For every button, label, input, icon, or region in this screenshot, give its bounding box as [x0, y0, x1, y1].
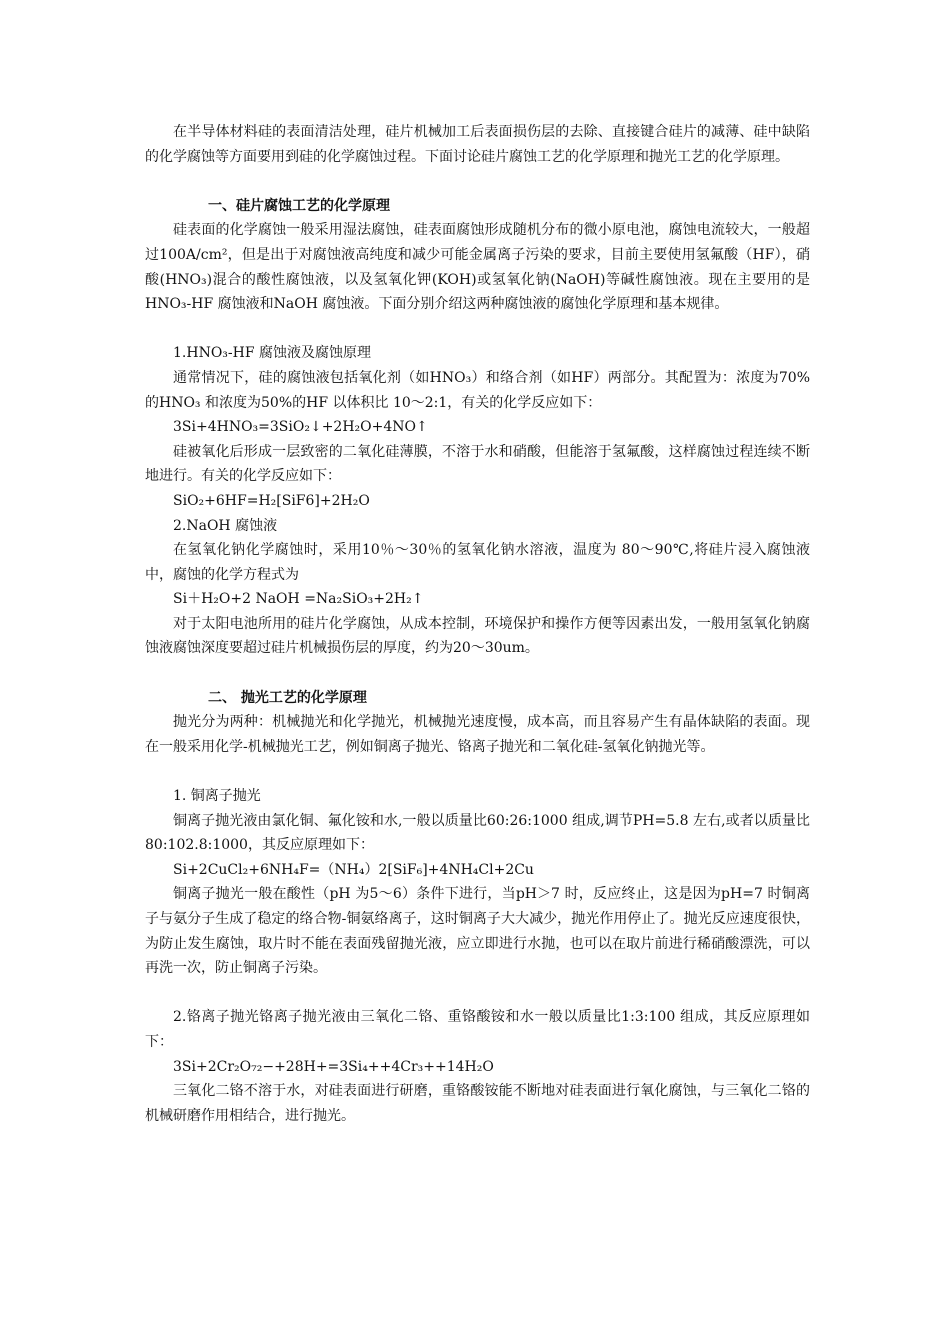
subsection-2-1-paragraph-2: 铜离子抛光一般在酸性（pH 为5～6）条件下进行，当pH＞7 时，反应终止，这是因为pH=7 时铜离子与氨分子生成了稳定的络合物-铜氨络离子，这时铜离子大大减少，抛光作用停止了。抛光反应速度很快，为防止发生腐蚀，取片时不能在表面残留抛光液，应立即进行水抛，也可以在取片前进行稀硝酸漂洗，可以再洗一次，防止铜离子污染。 [145, 886, 810, 977]
subsection-1-2-title: 2.NaOH 腐蚀液 [173, 517, 278, 534]
intro-paragraph: 在半导体材料硅的表面清洁处理，硅片机械加工后表面损伤层的去除、直接键合硅片的减薄、硅中缺陷的化学腐蚀等方面要用到硅的化学腐蚀过程。下面讨论硅片腐蚀工艺的化学原理和抛光工艺的化学原理。 [145, 124, 810, 165]
equation-copper-reaction: Si+2CuCl₂+6NH₄F=（NH₄）2[SiF₆]+4NH₄Cl+2Cu [173, 861, 534, 878]
subsection-2-1-paragraph-1: 铜离子抛光液由氯化铜、氟化铵和水,一般以质量比60:26:1000 组成,调节PH=5.8 左右,或者以质量比80:102.8:1000，其反应原理如下： [145, 812, 810, 854]
subsection-1-1-title: 1.HNO₃-HF 腐蚀液及腐蚀原理 [173, 345, 372, 362]
section-2-paragraph: 抛光分为两种：机械抛光和化学抛光，机械抛光速度慢，成本高，而且容易产生有晶体缺陷的表面。现在一般采用化学-机械抛光工艺，例如铜离子抛光、铬离子抛光和二氧化硅-氢氧化钠抛光等。 [145, 714, 810, 755]
subsection-2-2-paragraph-2: 三氧化二铬不溶于水，对硅表面进行研磨，重铬酸铵能不断地对硅表面进行氧化腐蚀，与三氧化二铬的机械研磨作用相结合，进行抛光。 [145, 1083, 810, 1124]
subsection-2-2-paragraph-1: 2.铬离子抛光铬离子抛光液由三氧化二铬、重铬酸铵和水一般以质量比1:3:100 组成，其反应原理如下： [145, 1009, 810, 1050]
document-page [145, 120, 810, 1128]
subsection-1-1-paragraph-2: 硅被氧化后形成一层致密的二氧化硅薄膜，不溶于水和硝酸，但能溶于氢氟酸，这样腐蚀过程连续不断地进行。有关的化学反应如下： [145, 443, 810, 485]
equation-chromium-reaction: 3Si+2Cr₂O₇₂−+28H+=3Si₄++4Cr₃++14H₂O [173, 1058, 494, 1075]
equation-naoh-reaction: Si＋H₂O+2 NaOH =Na₂SiO₃+2H₂↑ [173, 591, 424, 608]
subsection-1-2-paragraph-1: 在氢氧化钠化学腐蚀时，采用10％～30％的氢氧化钠水溶液，温度为 80～90℃,将硅片浸入腐蚀液中，腐蚀的化学方程式为 [145, 542, 810, 583]
section-1-paragraph: 硅表面的化学腐蚀一般采用湿法腐蚀，硅表面腐蚀形成随机分布的微小原电池，腐蚀电流较大，一般超过100A/cm²，但是出于对腐蚀液高纯度和减少可能金属离子污染的要求，目前主要使用氢氟酸（HF），硝酸(HNO₃)混合的酸性腐蚀液，以及氢氧化钾(KOH)或氢氧化钠(NaOH)等碱性腐蚀液。现在主要用的是HNO₃-HF 腐蚀液和NaOH 腐蚀液。下面分别介绍这两种腐蚀液的腐蚀化学原理和基本规律。 [145, 222, 810, 313]
section-1-heading: 一、硅片腐蚀工艺的化学原理 [208, 197, 390, 214]
equation-hf-reaction: SiO₂+6HF=H₂[SiF6]+2H₂O [173, 492, 370, 509]
subsection-1-2-paragraph-2: 对于太阳电池所用的硅片化学腐蚀，从成本控制，环境保护和操作方便等因素出发，一般用氢氧化钠腐蚀液腐蚀深度要超过硅片机械损伤层的厚度，约为20～30um。 [145, 615, 810, 657]
subsection-1-1-paragraph-1: 通常情况下，硅的腐蚀液包括氧化剂（如HNO₃）和络合剂（如HF）两部分。其配置为：浓度为70%的HNO₃ 和浓度为50%的HF 以体积比 10～2:1，有关的化学反应如下： [145, 369, 810, 411]
section-2-heading: 二、 抛光工艺的化学原理 [208, 689, 367, 706]
equation-hno3-reaction: 3Si+4HNO₃=3SiO₂↓+2H₂O+4NO↑ [173, 419, 428, 436]
subsection-2-1-title: 1. 铜离子抛光 [173, 788, 261, 805]
